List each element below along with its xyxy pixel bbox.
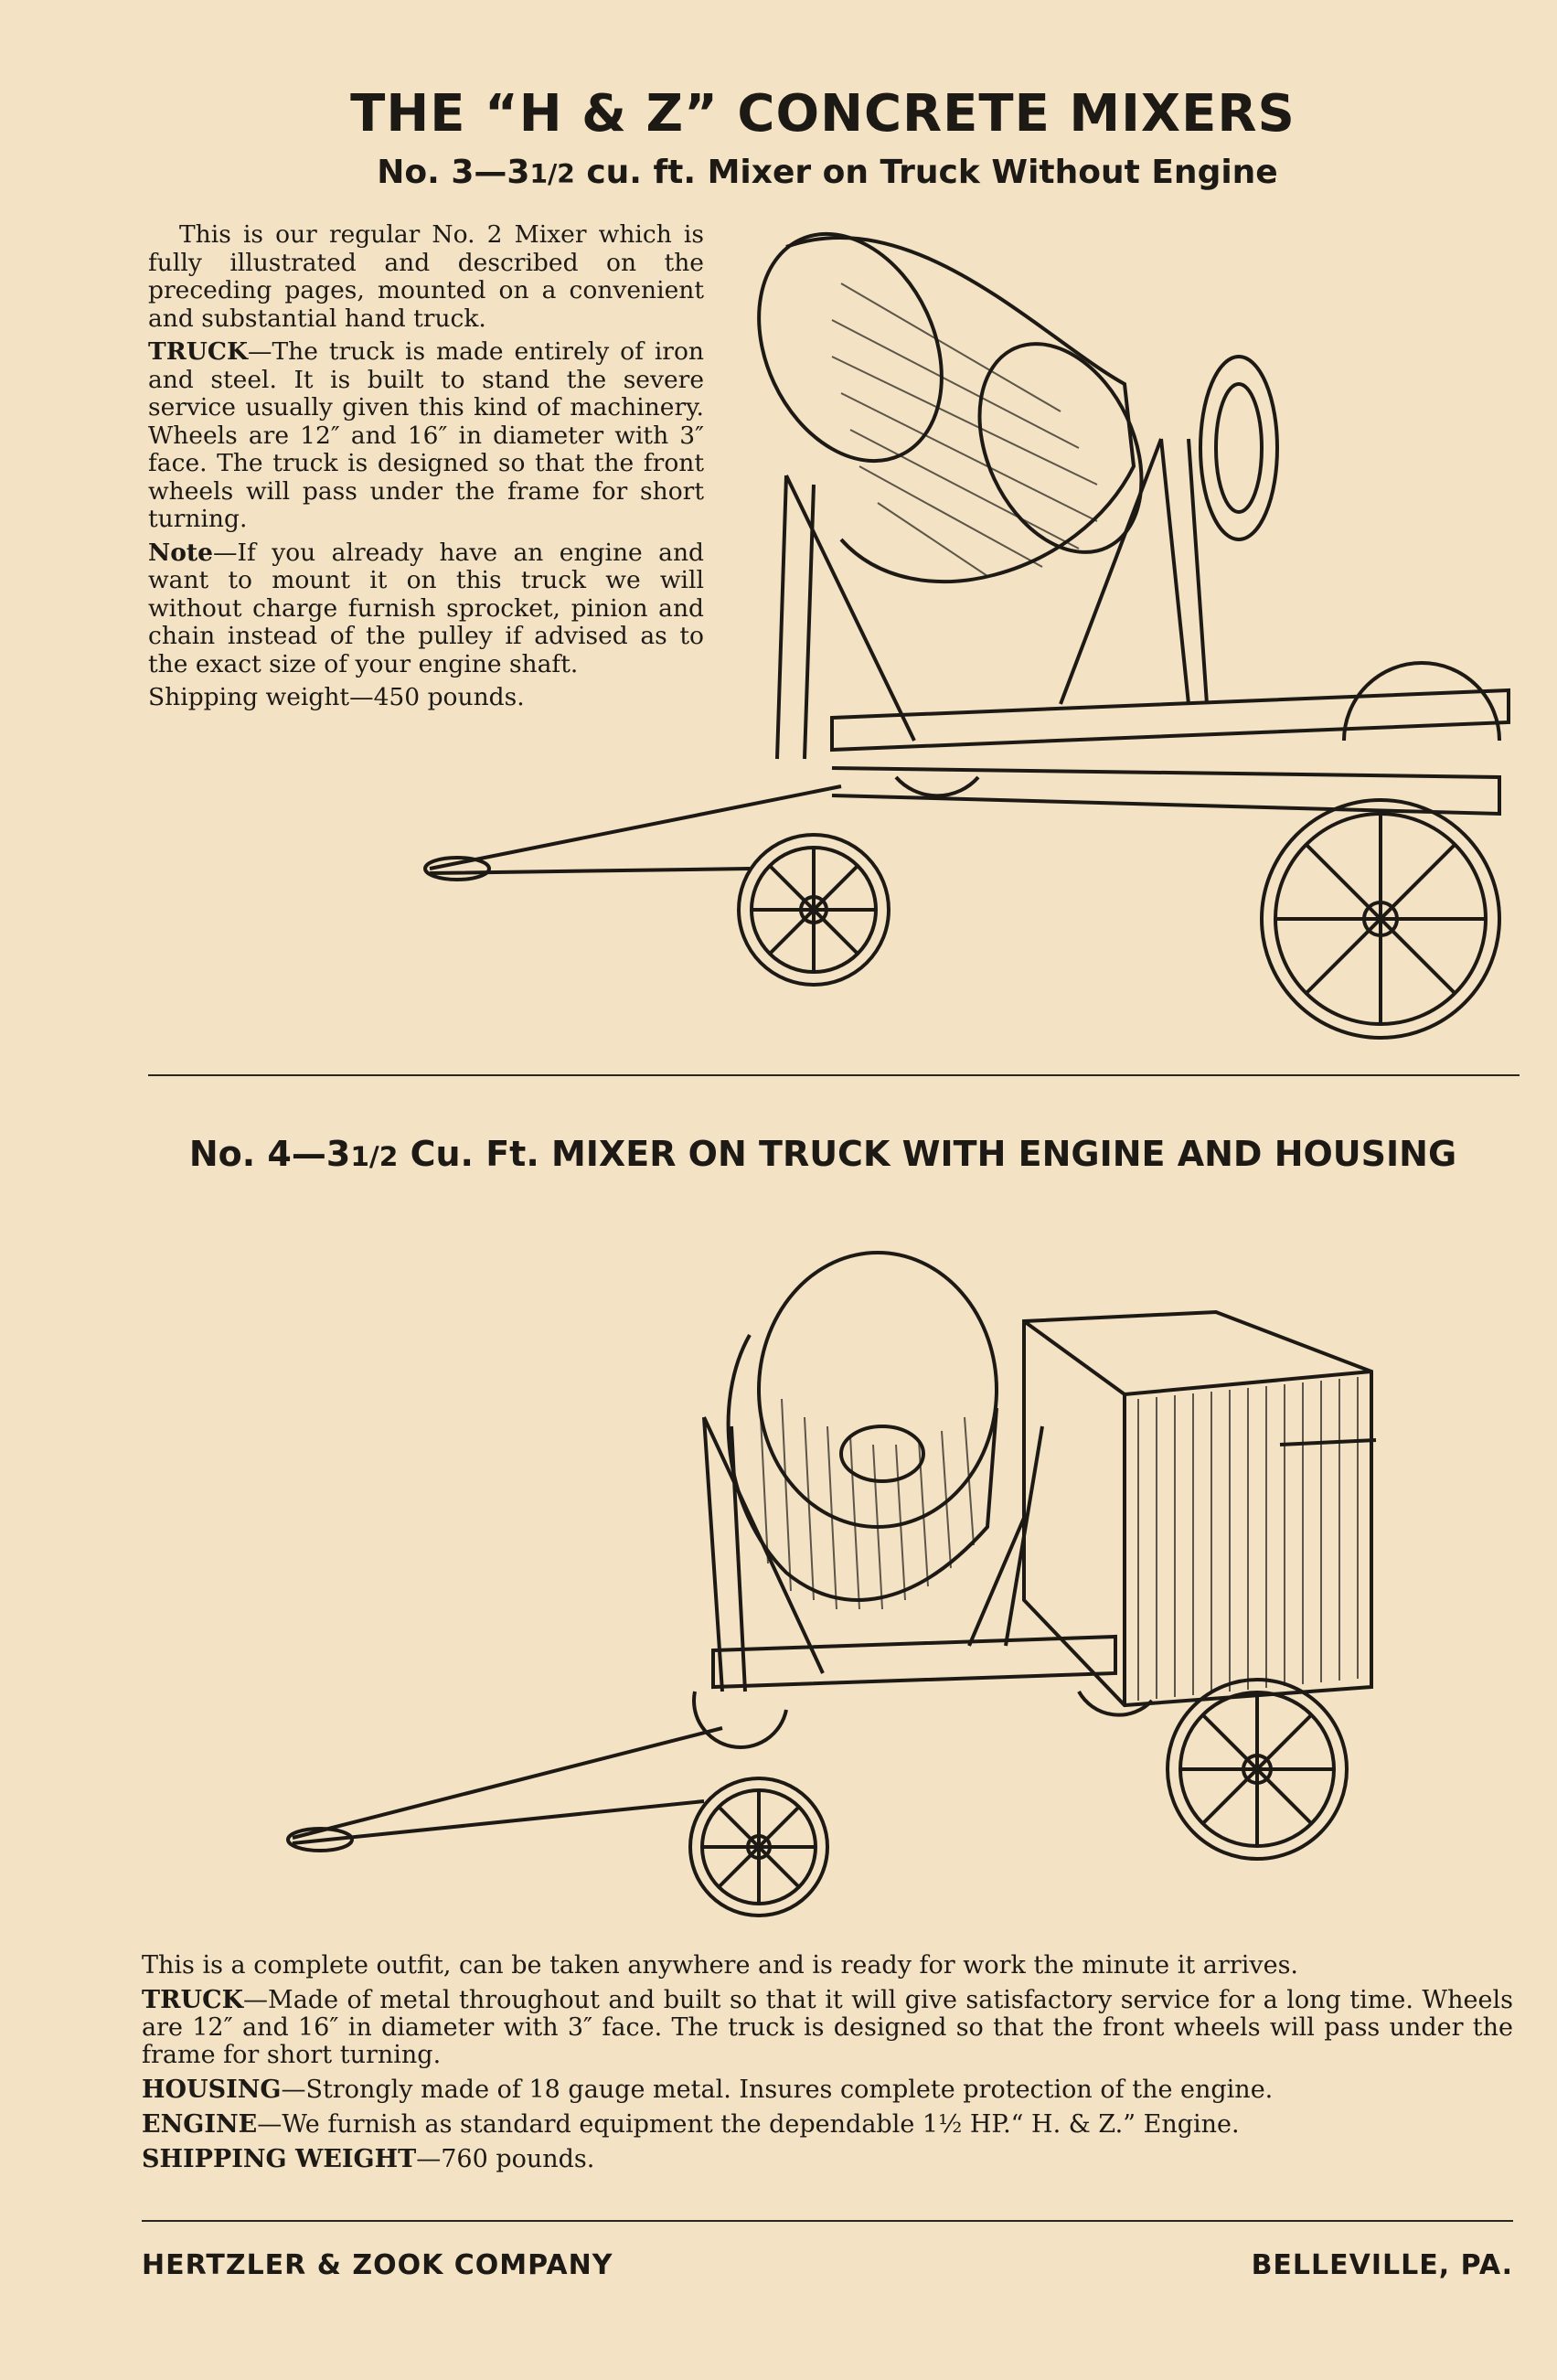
tow-handle: [293, 1728, 722, 1843]
mixer-drum-opening: [724, 229, 977, 491]
note-label: Note: [148, 538, 213, 567]
far-wheels: [694, 1692, 1152, 1747]
truck-text: —Made of metal throughout and built so that it will give satisfactory service for a long time. Wheels are 12″ and 16″ in diameter with 3″ face. The truck is designed so that the front wheels will pass under the frame for short turning.: [142, 1986, 1513, 2069]
heading2-fraction: 1/2: [350, 1140, 399, 1172]
section2-description: [142, 1952, 1513, 2181]
footer-location: BELLEVILLE, PA.: [1251, 2249, 1513, 2281]
section2-intro: This is a complete outfit, can be taken anywhere and is ready for work the minute it arrives.: [142, 1951, 1299, 1980]
engine-label: ENGINE: [142, 2110, 258, 2139]
truck-frame: [713, 1637, 1115, 1687]
mixer-no3-illustration: [402, 229, 1545, 1051]
footer-company: HERTZLER & ZOOK COMPANY: [142, 2249, 613, 2281]
note-text: —If you already have an engine and want to mount it on this truck we will without charge furnish sprocket, pinion and chain instead of the pulley if advised as to the exact size of your engine shaft.: [148, 538, 704, 678]
section1-shipping: Shipping weight—450 pounds.: [148, 683, 525, 711]
shipping-text: —760 pounds.: [416, 2145, 595, 2173]
page-title: THE “H & Z” CONCRETE MIXERS: [350, 84, 1296, 144]
section2-housing-paragraph: [142, 2076, 1513, 2104]
mixer-no4-illustration: [274, 1216, 1417, 1929]
section2-shipping-paragraph: [142, 2146, 1513, 2173]
stand-right: [1061, 439, 1207, 704]
subtitle-post: cu. ft. Mixer on Truck Without Engine: [574, 154, 1278, 191]
truck-label: TRUCK: [148, 337, 248, 366]
engine-housing: [1024, 1312, 1371, 1705]
tow-handle: [430, 786, 841, 873]
subtitle-pre: No. 3—3: [377, 154, 530, 191]
section-divider: [148, 1074, 1520, 1076]
section1-intro: This is our regular No. 2 Mixer which is fully illustrated and described on the preceding pages, mounted on a convenient and substantial hand truck.: [148, 220, 704, 333]
mixer-drum-opening: [759, 1253, 997, 1527]
drum-hatching: [832, 283, 1097, 576]
truck-text: —The truck is made entirely of iron and steel. It is built to stand the severe service usually given this kind of machinery. Wheels are 12″ and 16″ in diameter with 3″ face. The truck is designed so that the front wheels will pass under the frame for short turning.: [148, 337, 704, 533]
section1-subtitle: [229, 154, 1426, 191]
section2-heading: [110, 1134, 1536, 1174]
engine-text: —We furnish as standard equipment the dependable 1½ HP.“ H. & Z.” Engine.: [257, 2110, 1240, 2139]
housing-hatching: [1138, 1377, 1358, 1701]
housing-handle: [1280, 1440, 1376, 1445]
mixer-drum-body: [786, 238, 1134, 582]
footer-divider: [142, 2220, 1513, 2222]
truck-label: TRUCK: [142, 1986, 244, 2014]
housing-text: —Strongly made of 18 gauge metal. Insures complete protection of the engine.: [281, 2076, 1274, 2104]
heading2-post: Cu. Ft. MIXER ON TRUCK WITH ENGINE AND HOUSING: [398, 1134, 1457, 1174]
section2-truck-paragraph: [142, 1987, 1513, 2069]
housing-label: HOUSING: [142, 2076, 282, 2104]
subtitle-fraction: 1/2: [529, 159, 575, 189]
section2-engine-paragraph: [142, 2111, 1513, 2139]
heading2-pre: No. 4—3: [188, 1134, 351, 1174]
shipping-label: SHIPPING WEIGHT: [142, 2145, 417, 2173]
